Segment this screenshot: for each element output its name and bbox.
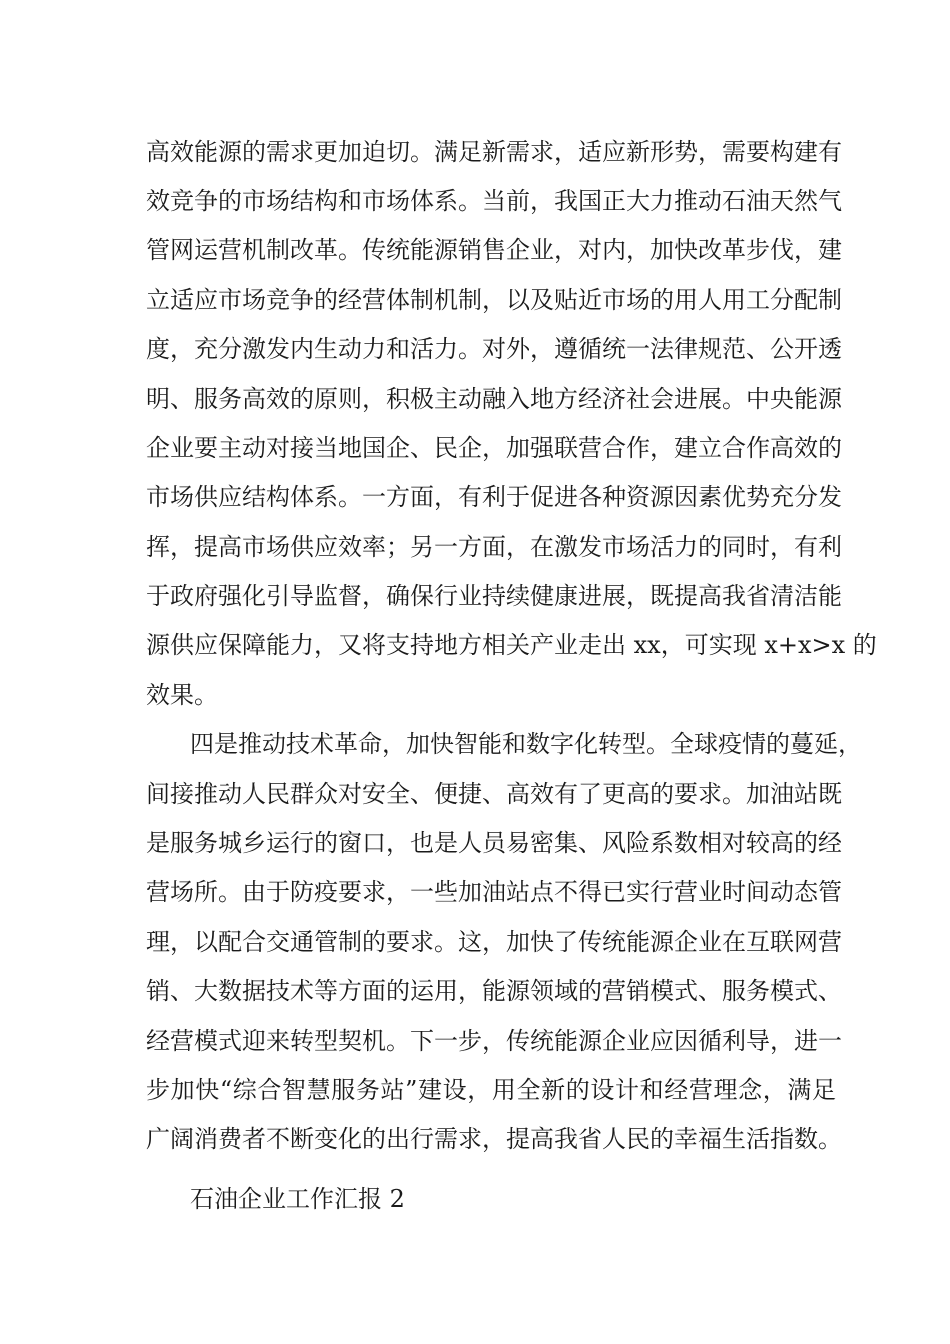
paragraph-1-line: 源供应保障能力，又将支持地方相关产业走出 xx，可实现 x+x>x 的 [146, 631, 877, 659]
paragraph-1-line: 效果。 [146, 681, 218, 709]
paragraph-1-line: 效竞争的市场结构和市场体系。当前，我国正大力推动石油天然气 [146, 187, 842, 215]
paragraph-1-line: 明、服务高效的原则，积极主动融入地方经济社会进展。中央能源 [146, 385, 842, 413]
paragraph-1-line: 管网运营机制改革。传统能源销售企业，对内，加快改革步伐，建 [146, 236, 842, 264]
paragraph-2-line: 四是推动技术革命，加快智能和数字化转型。全球疫情的蔓延， [190, 730, 862, 758]
paragraph-1-line: 于政府强化引导监督，确保行业持续健康进展，既提高我省清洁能 [146, 582, 842, 610]
paragraph-1-line: 立适应市场竞争的经营体制机制，以及贴近市场的用人用工分配制 [146, 286, 842, 314]
paragraph-1-line: 市场供应结构体系。一方面，有利于促进各种资源因素优势充分发 [146, 483, 842, 511]
section-heading: 石油企业工作汇报 2 [190, 1185, 405, 1213]
paragraph-2-line: 间接推动人民群众对安全、便捷、高效有了更高的要求。加油站既 [146, 780, 842, 808]
paragraph-2-line: 经营模式迎来转型契机。下一步，传统能源企业应因循利导，进一 [146, 1027, 842, 1055]
paragraph-2-line: 理，以配合交通管制的要求。这，加快了传统能源企业在互联网营 [146, 928, 842, 956]
paragraph-2-line: 是服务城乡运行的窗口，也是人员易密集、风险系数相对较高的经 [146, 829, 842, 857]
paragraph-2-line: 广阔消费者不断变化的出行需求，提高我省人民的幸福生活指数。 [146, 1125, 842, 1153]
paragraph-2-line: 销、大数据技术等方面的运用，能源领域的营销模式、服务模式、 [146, 977, 842, 1005]
paragraph-2-line: 营场所。由于防疫要求，一些加油站点不得已实行营业时间动态管 [146, 878, 842, 906]
paragraph-1-line: 企业要主动对接当地国企、民企，加强联营合作，建立合作高效的 [146, 434, 842, 462]
paragraph-1-line: 挥，提高市场供应效率；另一方面，在激发市场活力的同时，有利 [146, 533, 842, 561]
paragraph-2-line: 步加快“综合智慧服务站”建设，用全新的设计和经营理念，满足 [146, 1076, 836, 1104]
paragraph-1-line: 高效能源的需求更加迫切。满足新需求，适应新形势，需要构建有 [146, 138, 842, 166]
paragraph-1-line: 度，充分激发内生动力和活力。对外，遵循统一法律规范、公开透 [146, 335, 842, 363]
